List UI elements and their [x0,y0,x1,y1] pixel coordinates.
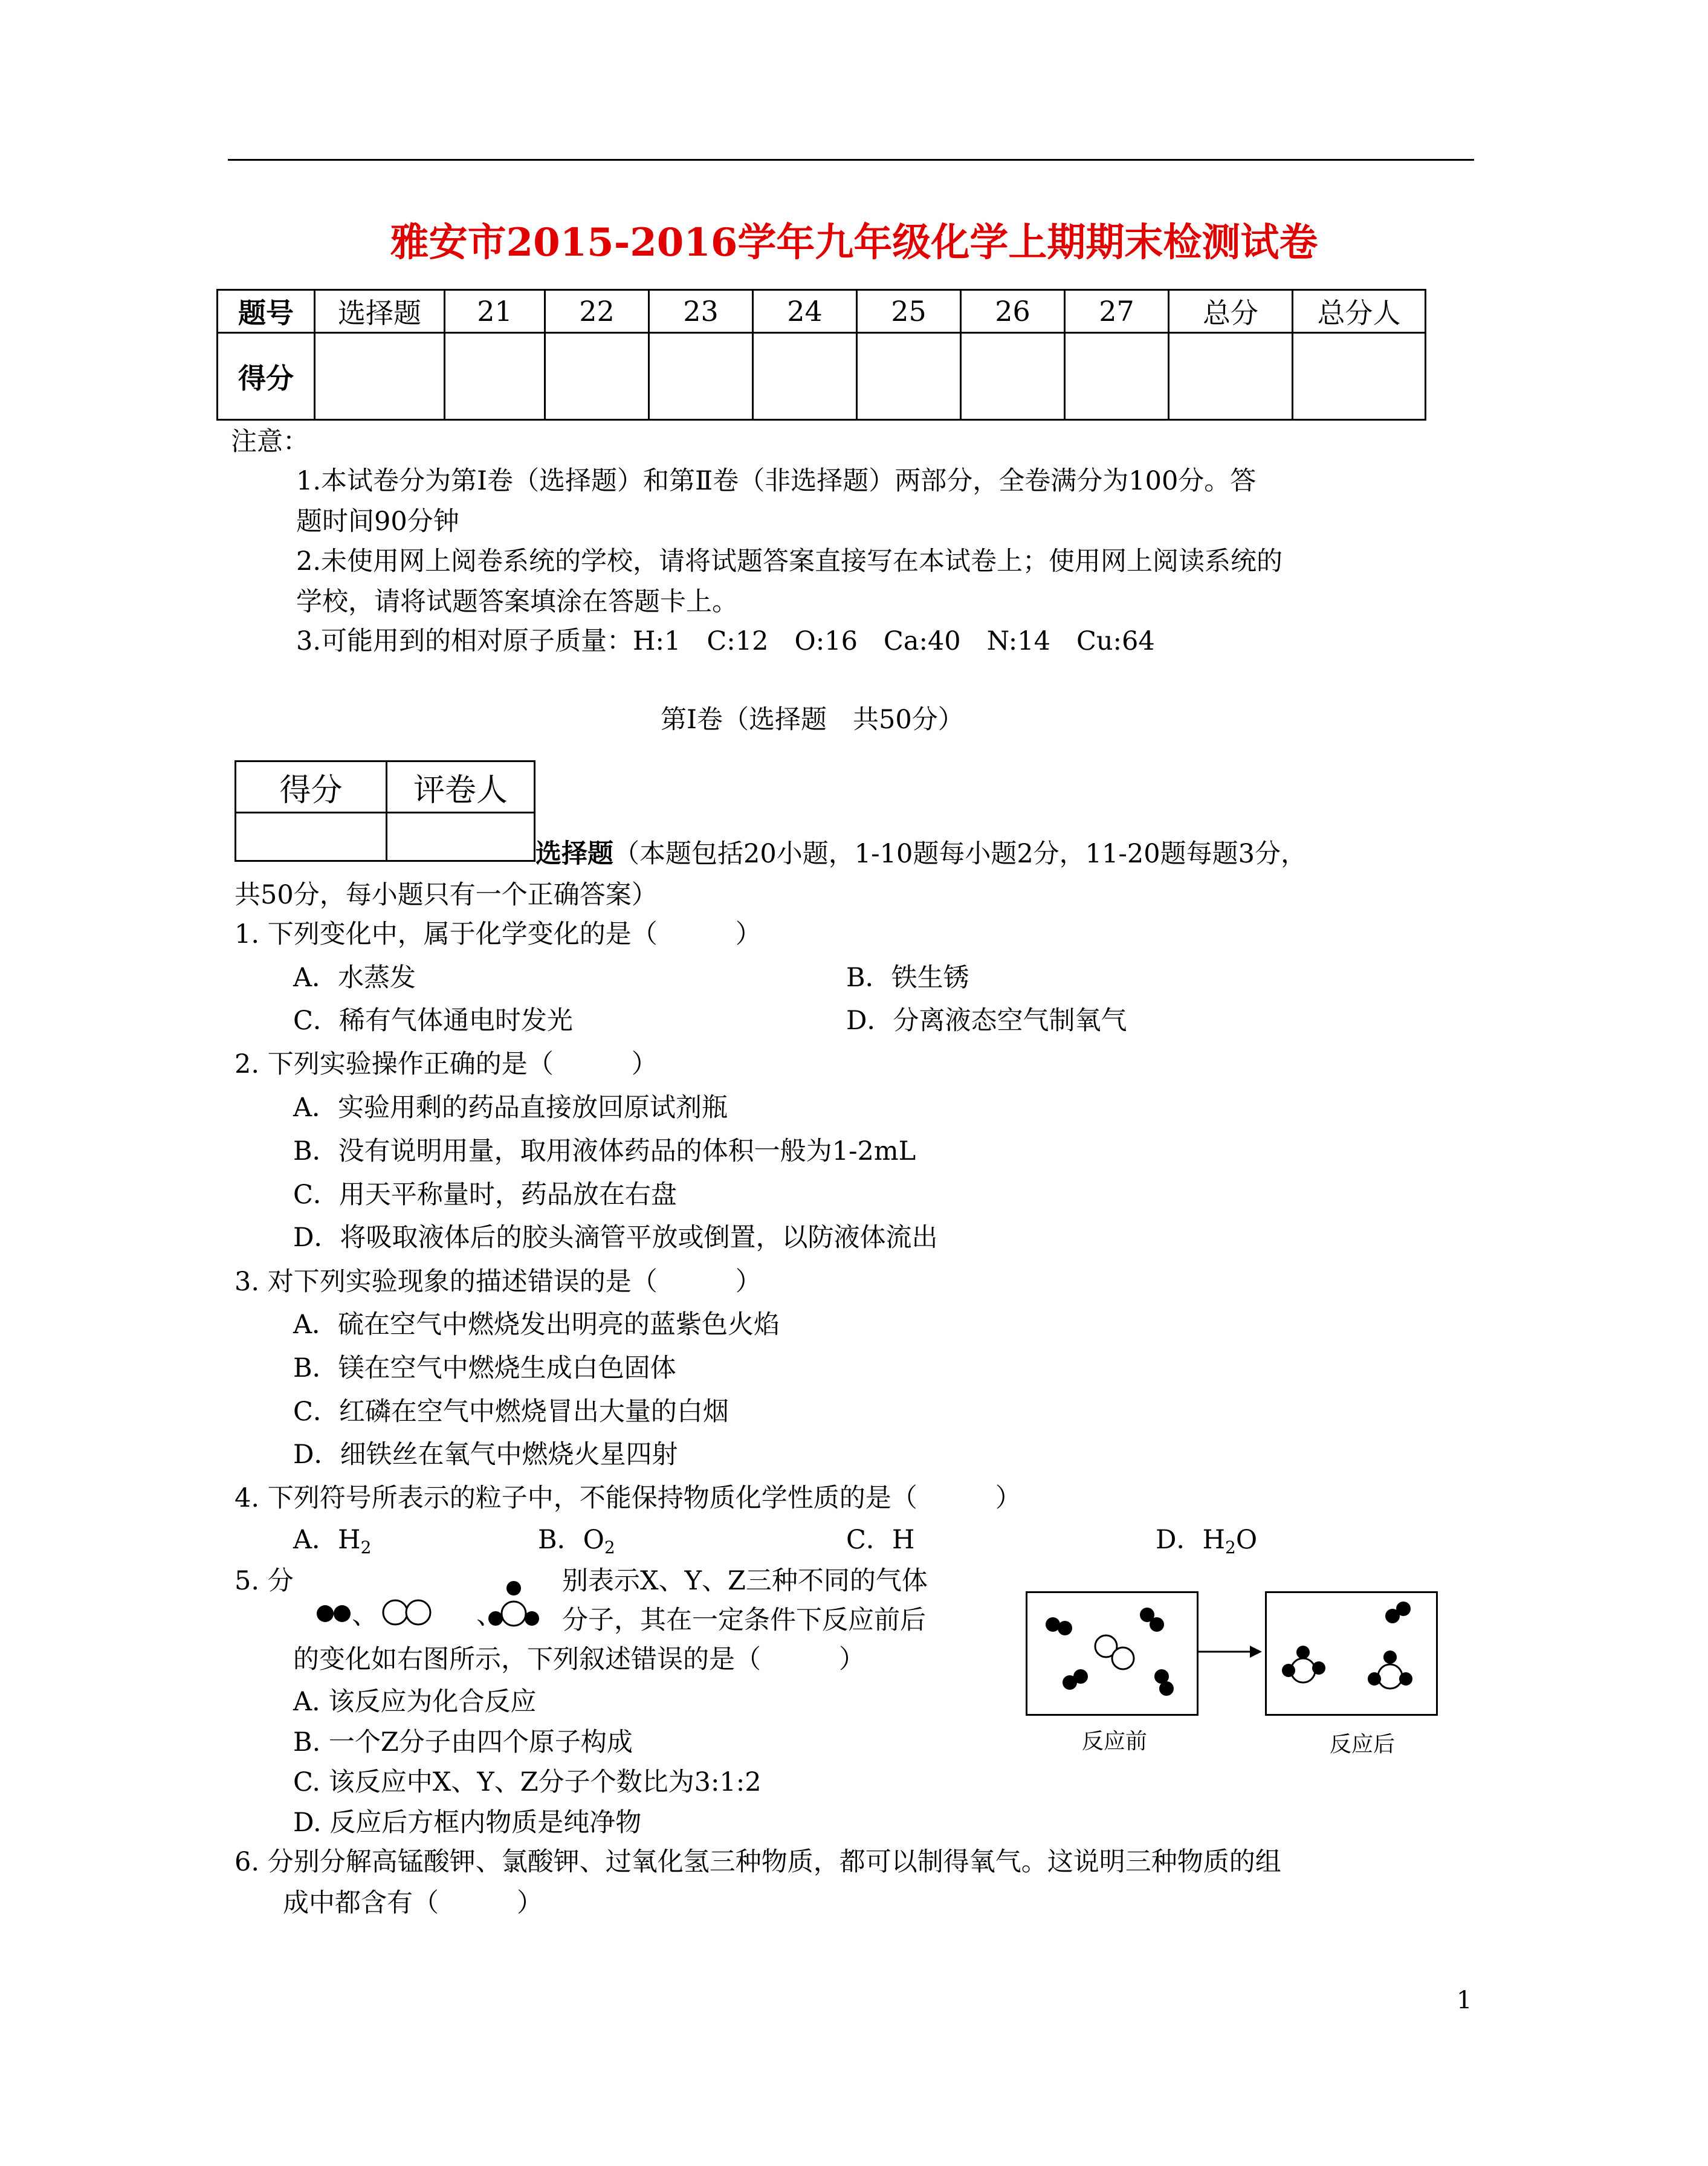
top-rule [228,159,1474,161]
score-input-cell[interactable] [445,333,545,420]
q4-option-a[interactable] [293,1527,371,1556]
instructions-line-2: 共50分，每小题只有一个正确答案） [235,880,658,910]
grader-reviewer-cell[interactable] [387,813,535,861]
molecule-y-icon [383,1600,430,1624]
grader-table [235,760,535,862]
score-input-cell[interactable] [753,333,857,420]
instructions-line-1 [535,841,1307,867]
q2-option-a[interactable]: A．实验用剩的药品直接放回原试剂瓶 [293,1093,728,1123]
score-header-cell: 选择题 [315,290,445,333]
q4-a-subscript: 2 [360,1537,372,1557]
q3-option-a[interactable]: A．硫在空气中燃烧发出明亮的蓝紫色火焰 [293,1310,780,1340]
q5-line-2: 分子，其在一定条件下反应前后 [562,1605,926,1635]
score-header-label: 题号 [218,290,315,333]
molecule-z-icon [1282,1646,1325,1683]
note-3: 3.可能用到的相对原子质量：H:1 C:12 O:16 Ca:40 N:14 Cu:64 [296,626,1155,656]
molecule-x-icon [1140,1608,1164,1632]
notes-heading: 注意： [231,427,309,457]
reaction-arrow-icon [1197,1643,1263,1661]
q4-d-text: D．H [1156,1525,1225,1555]
q3-stem: 3. 对下列实验现象的描述错误的是（ ） [235,1267,762,1297]
score-header-cell: 24 [753,290,857,333]
score-input-cell[interactable] [961,333,1065,420]
grader-score-cell[interactable] [236,813,387,861]
after-reaction-box [1265,1591,1438,1716]
q5-line-1: 别表示X、Y、Z三种不同的气体 [562,1566,928,1596]
molecule-y-icon [1095,1635,1134,1669]
score-input-cell[interactable] [545,333,649,420]
molecule-z-icon [1368,1650,1412,1689]
q5-molecule-legend [314,1571,544,1632]
q4-b-text: B．O [538,1525,604,1555]
q2-option-d[interactable]: D．将吸取液体后的胶头滴管平放或倒置，以防液体流出 [293,1223,938,1253]
grader-col-score: 得分 [236,761,387,813]
q5-option-b[interactable]: B. 一个Z分子由四个原子构成 [293,1727,633,1757]
score-input-cell[interactable] [857,333,961,420]
before-reaction-molecules [1027,1593,1197,1714]
q5-separator-1: 、 [352,1600,378,1631]
score-table [216,289,1426,421]
q2-option-c[interactable]: C．用天平称量时，药品放在右盘 [293,1180,677,1210]
score-row-label: 得分 [218,333,315,420]
score-header-cell: 总分人 [1293,290,1426,333]
molecule-x-icon [1063,1669,1088,1690]
q5-option-c[interactable]: C. 该反应中X、Y、Z分子个数比为3:1:2 [293,1767,762,1797]
note-1-line-2: 题时间90分钟 [296,506,459,537]
before-reaction-box [1026,1591,1199,1716]
q5-option-d[interactable]: D. 反应后方框内物质是纯净物 [293,1808,642,1838]
q3-option-b[interactable]: B．镁在空气中燃烧生成白色固体 [293,1353,676,1383]
caption-after-reaction: 反应后 [1330,1732,1396,1757]
q4-stem: 4. 下列符号所表示的粒子中，不能保持物质化学性质的是（ ） [235,1483,1021,1513]
q6-line-1: 6. 分别分解高锰酸钾、氯酸钾、过氧化氢三种物质，都可以制得氧气。这说明三种物质的组 [235,1847,1281,1877]
q4-a-text: A．H [293,1525,361,1555]
after-reaction-molecules [1267,1593,1436,1714]
q5-line-3: 的变化如右图所示，下列叙述错误的是（ ） [293,1644,865,1675]
q4-b-subscript: 2 [604,1537,615,1557]
q2-option-b[interactable]: B．没有说明用量，取用液体药品的体积一般为1-2mL [293,1136,916,1166]
q4-d-subscript: 2 [1224,1537,1236,1557]
page-number: 1 [1457,1987,1472,2014]
grader-col-reviewer: 评卷人 [387,761,535,813]
note-2-line-1: 2.未使用网上阅卷系统的学校，请将试题答案直接写在本试卷上；使用网上阅读系统的 [296,546,1283,577]
q5-option-a[interactable]: A. 该反应为化合反应 [293,1687,537,1717]
q1-stem: 1. 下列变化中，属于化学变化的是（ ） [235,919,762,949]
section-title: 第Ⅰ卷（选择题 共50分） [661,705,964,735]
molecule-x-icon [1046,1617,1072,1635]
q6-line-2: 成中都含有（ ） [283,1888,543,1918]
page-title: 雅安市2015-2016学年九年级化学上期期末检测试卷 [390,220,1318,265]
q1-option-d[interactable]: D．分离液态空气制氧气 [846,1006,1127,1036]
score-input-cell[interactable] [1169,333,1293,420]
score-header-cell: 总分 [1169,290,1293,333]
q5-separator-2: 、 [476,1600,502,1631]
score-header-cell: 27 [1065,290,1169,333]
q3-option-d[interactable]: D．细铁丝在氧气中燃烧火星四射 [293,1440,678,1470]
q3-option-c[interactable]: C．红磷在空气中燃烧冒出大量的白烟 [293,1397,729,1427]
q5-number: 5. 分 [235,1566,294,1596]
molecule-x-icon [1385,1602,1411,1623]
q4-d-text-tail: O [1235,1525,1258,1555]
note-1-line-1: 1.本试卷分为第Ⅰ卷（选择题）和第Ⅱ卷（非选择题）两部分，全卷满分为100分。答 [296,466,1257,496]
caption-before-reaction: 反应前 [1082,1729,1148,1754]
score-header-cell: 23 [649,290,753,333]
instructions-text: （本题包括20小题，1-10题每小题2分，11-20题每题3分， [613,839,1307,869]
score-input-cell[interactable] [315,333,445,420]
score-header-cell: 22 [545,290,649,333]
score-header-cell: 21 [445,290,545,333]
note-2-line-2: 学校，请将试题答案填涂在答题卡上。 [296,587,738,617]
q1-option-a[interactable]: A．水蒸发 [293,963,416,993]
score-input-cell[interactable] [1065,333,1169,420]
q4-option-b[interactable] [538,1527,615,1556]
molecule-x-icon [1154,1669,1174,1696]
score-header-cell: 26 [961,290,1065,333]
instructions-label: 选择题 [535,839,613,869]
q1-option-b[interactable]: B．铁生锈 [846,963,969,993]
score-header-cell: 25 [857,290,961,333]
q1-option-c[interactable]: C．稀有气体通电时发光 [293,1006,573,1036]
score-input-cell[interactable] [1293,333,1426,420]
score-input-cell[interactable] [649,333,753,420]
q4-option-d[interactable] [1156,1527,1257,1556]
molecule-x-icon [317,1605,351,1622]
q2-stem: 2. 下列实验操作正确的是（ ） [235,1049,658,1079]
q4-option-c[interactable]: C．H [846,1525,915,1555]
